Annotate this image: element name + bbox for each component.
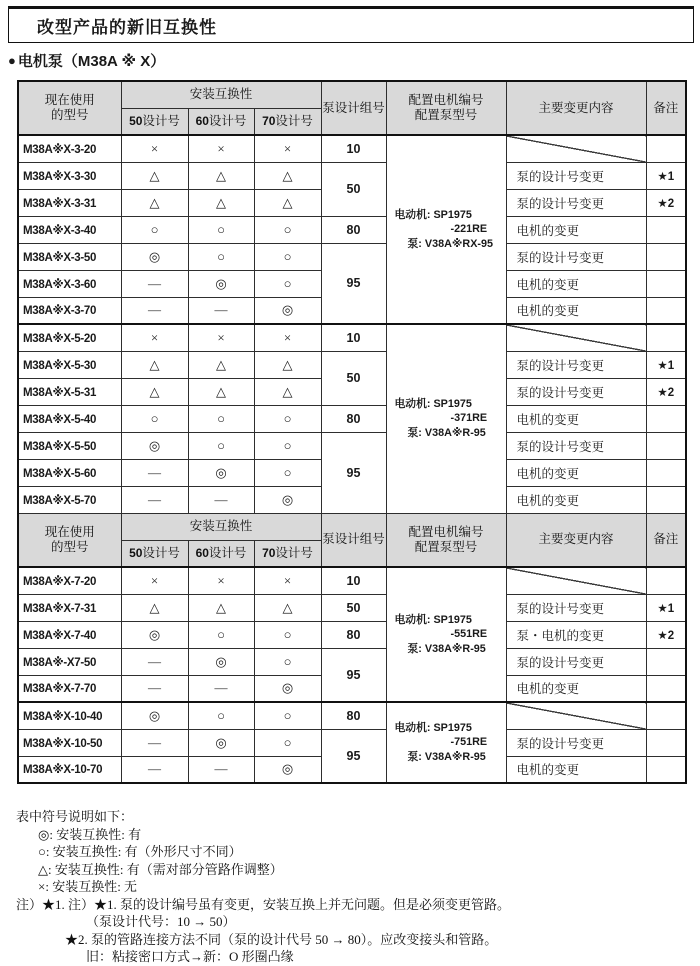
compat-symbol-cell: ◎: [121, 702, 188, 729]
note-item: 注）★1. 注）★1. 泵的设计编号虽有变更，安装互换上并无问题。但是必须变更管路。: [16, 896, 511, 912]
pump-group-cell: 50: [321, 351, 386, 405]
table-row: [18, 162, 686, 189]
header-row: [18, 513, 686, 540]
compat-symbol-cell: ○: [188, 702, 254, 729]
change-cell: 电机的变更: [506, 756, 646, 783]
remark-cell: [646, 459, 686, 486]
remark-cell: ★2: [646, 621, 686, 648]
remark-cell: [646, 729, 686, 756]
change-cell-diagonal: [506, 135, 646, 162]
model-cell: M38A※X-3-31: [18, 189, 121, 216]
table-row: [18, 432, 686, 459]
col-header-design: 70设计号: [254, 108, 321, 135]
header-row: [18, 81, 686, 108]
note-item: 旧：粘接密口方式→新：O 形圈凸缘: [86, 949, 294, 964]
remark-cell: [646, 216, 686, 243]
compat-table-body: [18, 81, 686, 783]
compat-symbol-cell: ×: [121, 324, 188, 351]
remark-cell: [646, 567, 686, 594]
compat-symbol-cell: ×: [188, 567, 254, 594]
compat-symbol-cell: ○: [254, 270, 321, 297]
remark-cell: ★1: [646, 162, 686, 189]
page-title: 改型产品的新旧互换性: [8, 6, 694, 43]
compat-symbol-cell: △: [188, 351, 254, 378]
legend-title: 表中符号说明如下：: [16, 809, 134, 824]
pump-group-cell: 80: [321, 702, 386, 729]
compat-symbol-cell: ◎: [254, 756, 321, 783]
pump-group-cell: 95: [321, 729, 386, 783]
model-cell: M38A※X-5-70: [18, 486, 121, 513]
change-cell: 泵的设计号变更: [506, 243, 646, 270]
subtitle-text: 电机泵（M38A ※ X）: [17, 53, 166, 70]
model-cell: M38A※X-5-60: [18, 459, 121, 486]
compat-symbol-cell: ◎: [188, 729, 254, 756]
remark-cell: ★2: [646, 378, 686, 405]
legend-list: [16, 826, 692, 896]
pump-group-cell: 80: [321, 621, 386, 648]
model-cell: M38A※X-7-20: [18, 567, 121, 594]
table-row: [18, 567, 686, 594]
compat-symbol-cell: △: [254, 594, 321, 621]
model-cell: M38A※X-5-20: [18, 324, 121, 351]
pump-group-cell: 10: [321, 135, 386, 162]
compat-symbol-cell: △: [188, 594, 254, 621]
model-cell: M38A※X-7-31: [18, 594, 121, 621]
compat-symbol-cell: △: [188, 162, 254, 189]
compat-symbol-cell: △: [121, 189, 188, 216]
remark-cell: [646, 486, 686, 513]
change-cell: 电机的变更: [506, 459, 646, 486]
compat-symbol-cell: ○: [254, 729, 321, 756]
col-header-config: 配置电机编号 配置泵型号: [386, 513, 506, 567]
model-cell: M38A※X-5-31: [18, 378, 121, 405]
change-cell: 泵的设计号变更: [506, 189, 646, 216]
change-cell: 泵・电机的变更: [506, 621, 646, 648]
remark-cell: [646, 297, 686, 324]
table-row: [18, 729, 686, 756]
change-cell: 电机的变更: [506, 675, 646, 702]
compat-symbol-cell: △: [254, 351, 321, 378]
table-row: [18, 621, 686, 648]
col-header-pump-group: 泵设计组号: [321, 81, 386, 135]
col-header-model: 现在使用 的型号: [18, 513, 121, 567]
compat-symbol-cell: ×: [188, 324, 254, 351]
change-cell: 电机的变更: [506, 405, 646, 432]
col-header-model: 现在使用 的型号: [18, 81, 121, 135]
compat-symbol-cell: —: [121, 756, 188, 783]
table-row: [18, 351, 686, 378]
change-cell-diagonal: [506, 324, 646, 351]
model-cell: M38A※X-3-20: [18, 135, 121, 162]
compat-symbol-cell: —: [188, 756, 254, 783]
pump-group-cell: 80: [321, 216, 386, 243]
compat-symbol-cell: △: [254, 378, 321, 405]
remark-cell: [646, 135, 686, 162]
change-cell: 电机的变更: [506, 216, 646, 243]
table-row: [18, 135, 686, 162]
compat-symbol-cell: —: [121, 729, 188, 756]
compat-symbol-cell: ○: [188, 216, 254, 243]
col-header-design: 60设计号: [188, 540, 254, 567]
compat-symbol-cell: ○: [121, 216, 188, 243]
compat-symbol-cell: ○: [254, 405, 321, 432]
motor-config-cell: 电动机: SP1975 -751RE 泵: V38A※R-95: [386, 702, 506, 783]
model-cell: M38A※X-5-40: [18, 405, 121, 432]
bullet-icon: ●: [8, 53, 16, 68]
change-cell: 泵的设计号变更: [506, 351, 646, 378]
remark-cell: [646, 324, 686, 351]
model-cell: M38A※X-10-40: [18, 702, 121, 729]
model-cell: M38A※X-10-50: [18, 729, 121, 756]
pump-group-cell: 50: [321, 162, 386, 216]
compat-symbol-cell: ◎: [254, 297, 321, 324]
model-cell: M38A※X-3-60: [18, 270, 121, 297]
remark-cell: [646, 648, 686, 675]
legend-item: △: 安装互换性: 有（需对部分管路作调整）: [38, 861, 283, 877]
change-cell: 电机的变更: [506, 270, 646, 297]
pump-group-cell: 95: [321, 243, 386, 324]
footer-notes: [16, 808, 692, 966]
change-cell: 泵的设计号变更: [506, 729, 646, 756]
remark-cell: ★1: [646, 594, 686, 621]
table-row: [18, 243, 686, 270]
table-row: [18, 594, 686, 621]
compat-symbol-cell: △: [254, 162, 321, 189]
col-header-install: 安装互换性: [121, 513, 321, 540]
remark-cell: [646, 675, 686, 702]
compat-symbol-cell: ○: [254, 621, 321, 648]
remark-cell: [646, 270, 686, 297]
compat-symbol-cell: △: [188, 189, 254, 216]
table-row: [18, 702, 686, 729]
compat-symbol-cell: ○: [188, 432, 254, 459]
model-cell: M38A※-X7-50: [18, 648, 121, 675]
change-cell: 泵的设计号变更: [506, 594, 646, 621]
remark-cell: ★1: [646, 351, 686, 378]
model-cell: M38A※X-3-40: [18, 216, 121, 243]
col-header-pump-group: 泵设计组号: [321, 513, 386, 567]
model-cell: M38A※X-5-30: [18, 351, 121, 378]
col-header-config: 配置电机编号 配置泵型号: [386, 81, 506, 135]
notes-list: [16, 896, 692, 966]
compat-symbol-cell: ○: [254, 648, 321, 675]
compat-symbol-cell: ○: [254, 243, 321, 270]
compat-symbol-cell: △: [188, 378, 254, 405]
pump-group-cell: 95: [321, 648, 386, 702]
compat-symbol-cell: —: [188, 486, 254, 513]
compat-symbol-cell: ◎: [121, 243, 188, 270]
compat-symbol-cell: △: [121, 378, 188, 405]
model-cell: M38A※X-3-70: [18, 297, 121, 324]
section-subtitle: [8, 50, 692, 71]
compat-symbol-cell: ×: [121, 135, 188, 162]
motor-config-cell: 电动机: SP1975 -221RE 泵: V38A※RX-95: [386, 135, 506, 324]
model-cell: M38A※X-5-50: [18, 432, 121, 459]
model-cell: M38A※X-3-30: [18, 162, 121, 189]
remark-cell: ★2: [646, 189, 686, 216]
remark-cell: [646, 243, 686, 270]
compat-symbol-cell: —: [121, 270, 188, 297]
remark-cell: [646, 756, 686, 783]
pump-group-cell: 10: [321, 324, 386, 351]
change-cell: 泵的设计号变更: [506, 162, 646, 189]
compat-symbol-cell: ×: [254, 324, 321, 351]
compat-symbol-cell: —: [188, 297, 254, 324]
compat-symbol-cell: ×: [254, 567, 321, 594]
table-row: [18, 648, 686, 675]
compat-symbol-cell: ○: [254, 432, 321, 459]
remark-cell: [646, 702, 686, 729]
compat-symbol-cell: △: [121, 162, 188, 189]
note-item: ★2. 泵的管路连接方法不同（泵的设计代号 50 → 80）。应改变接头和管路。: [65, 931, 498, 947]
compat-symbol-cell: △: [121, 351, 188, 378]
col-header-remark: 备注: [646, 513, 686, 567]
pump-group-cell: 80: [321, 405, 386, 432]
compat-symbol-cell: ◎: [254, 675, 321, 702]
compat-symbol-cell: ○: [188, 243, 254, 270]
compat-symbol-cell: ○: [254, 216, 321, 243]
compat-symbol-cell: ○: [188, 621, 254, 648]
model-cell: M38A※X-10-70: [18, 756, 121, 783]
compat-symbol-cell: ◎: [188, 459, 254, 486]
table-row: [18, 405, 686, 432]
pump-group-cell: 50: [321, 594, 386, 621]
compat-symbol-cell: —: [121, 648, 188, 675]
motor-config-cell: 电动机: SP1975 -371RE 泵: V38A※R-95: [386, 324, 506, 513]
compat-symbol-cell: ○: [254, 702, 321, 729]
col-header-changes: 主要变更内容: [506, 513, 646, 567]
remark-cell: [646, 405, 686, 432]
compat-table: [17, 80, 687, 784]
legend-item: ×: 安装互换性: 无: [38, 879, 138, 894]
compat-symbol-cell: ×: [121, 567, 188, 594]
legend-item: ◎: 安装互换性: 有: [38, 826, 142, 842]
note-item: （泵设计代号：10 → 50）: [86, 914, 236, 929]
col-header-design: 70设计号: [254, 540, 321, 567]
change-cell: 泵的设计号变更: [506, 378, 646, 405]
compat-symbol-cell: —: [121, 675, 188, 702]
change-cell: 电机的变更: [506, 486, 646, 513]
pump-group-cell: 10: [321, 567, 386, 594]
model-cell: M38A※X-3-50: [18, 243, 121, 270]
remark-cell: [646, 432, 686, 459]
change-cell-diagonal: [506, 567, 646, 594]
change-cell: 泵的设计号变更: [506, 648, 646, 675]
model-cell: M38A※X-7-70: [18, 675, 121, 702]
col-header-design: 60设计号: [188, 108, 254, 135]
compat-symbol-cell: —: [121, 297, 188, 324]
change-cell: 泵的设计号变更: [506, 432, 646, 459]
pump-group-cell: 95: [321, 432, 386, 513]
change-cell-diagonal: [506, 702, 646, 729]
compat-symbol-cell: ◎: [121, 432, 188, 459]
compat-symbol-cell: ○: [121, 405, 188, 432]
compat-symbol-cell: —: [188, 675, 254, 702]
model-cell: M38A※X-7-40: [18, 621, 121, 648]
change-cell: 电机的变更: [506, 297, 646, 324]
col-header-design: 50设计号: [121, 540, 188, 567]
table-row: [18, 324, 686, 351]
compat-symbol-cell: ◎: [121, 621, 188, 648]
compat-symbol-cell: ◎: [254, 486, 321, 513]
col-header-changes: 主要变更内容: [506, 81, 646, 135]
compat-symbol-cell: △: [254, 189, 321, 216]
legend-item: ○: 安装互换性: 有（外形尺寸不同）: [38, 844, 242, 859]
compat-symbol-cell: ◎: [188, 648, 254, 675]
compat-symbol-cell: △: [121, 594, 188, 621]
motor-config-cell: 电动机: SP1975 -551RE 泵: V38A※R-95: [386, 567, 506, 702]
col-header-install: 安装互换性: [121, 81, 321, 108]
compat-symbol-cell: ◎: [188, 270, 254, 297]
col-header-remark: 备注: [646, 81, 686, 135]
compat-symbol-cell: ×: [254, 135, 321, 162]
table-row: [18, 216, 686, 243]
compat-symbol-cell: —: [121, 459, 188, 486]
compat-symbol-cell: ○: [188, 405, 254, 432]
compat-symbol-cell: —: [121, 486, 188, 513]
compat-symbol-cell: ×: [188, 135, 254, 162]
compat-symbol-cell: ○: [254, 459, 321, 486]
col-header-design: 50设计号: [121, 108, 188, 135]
